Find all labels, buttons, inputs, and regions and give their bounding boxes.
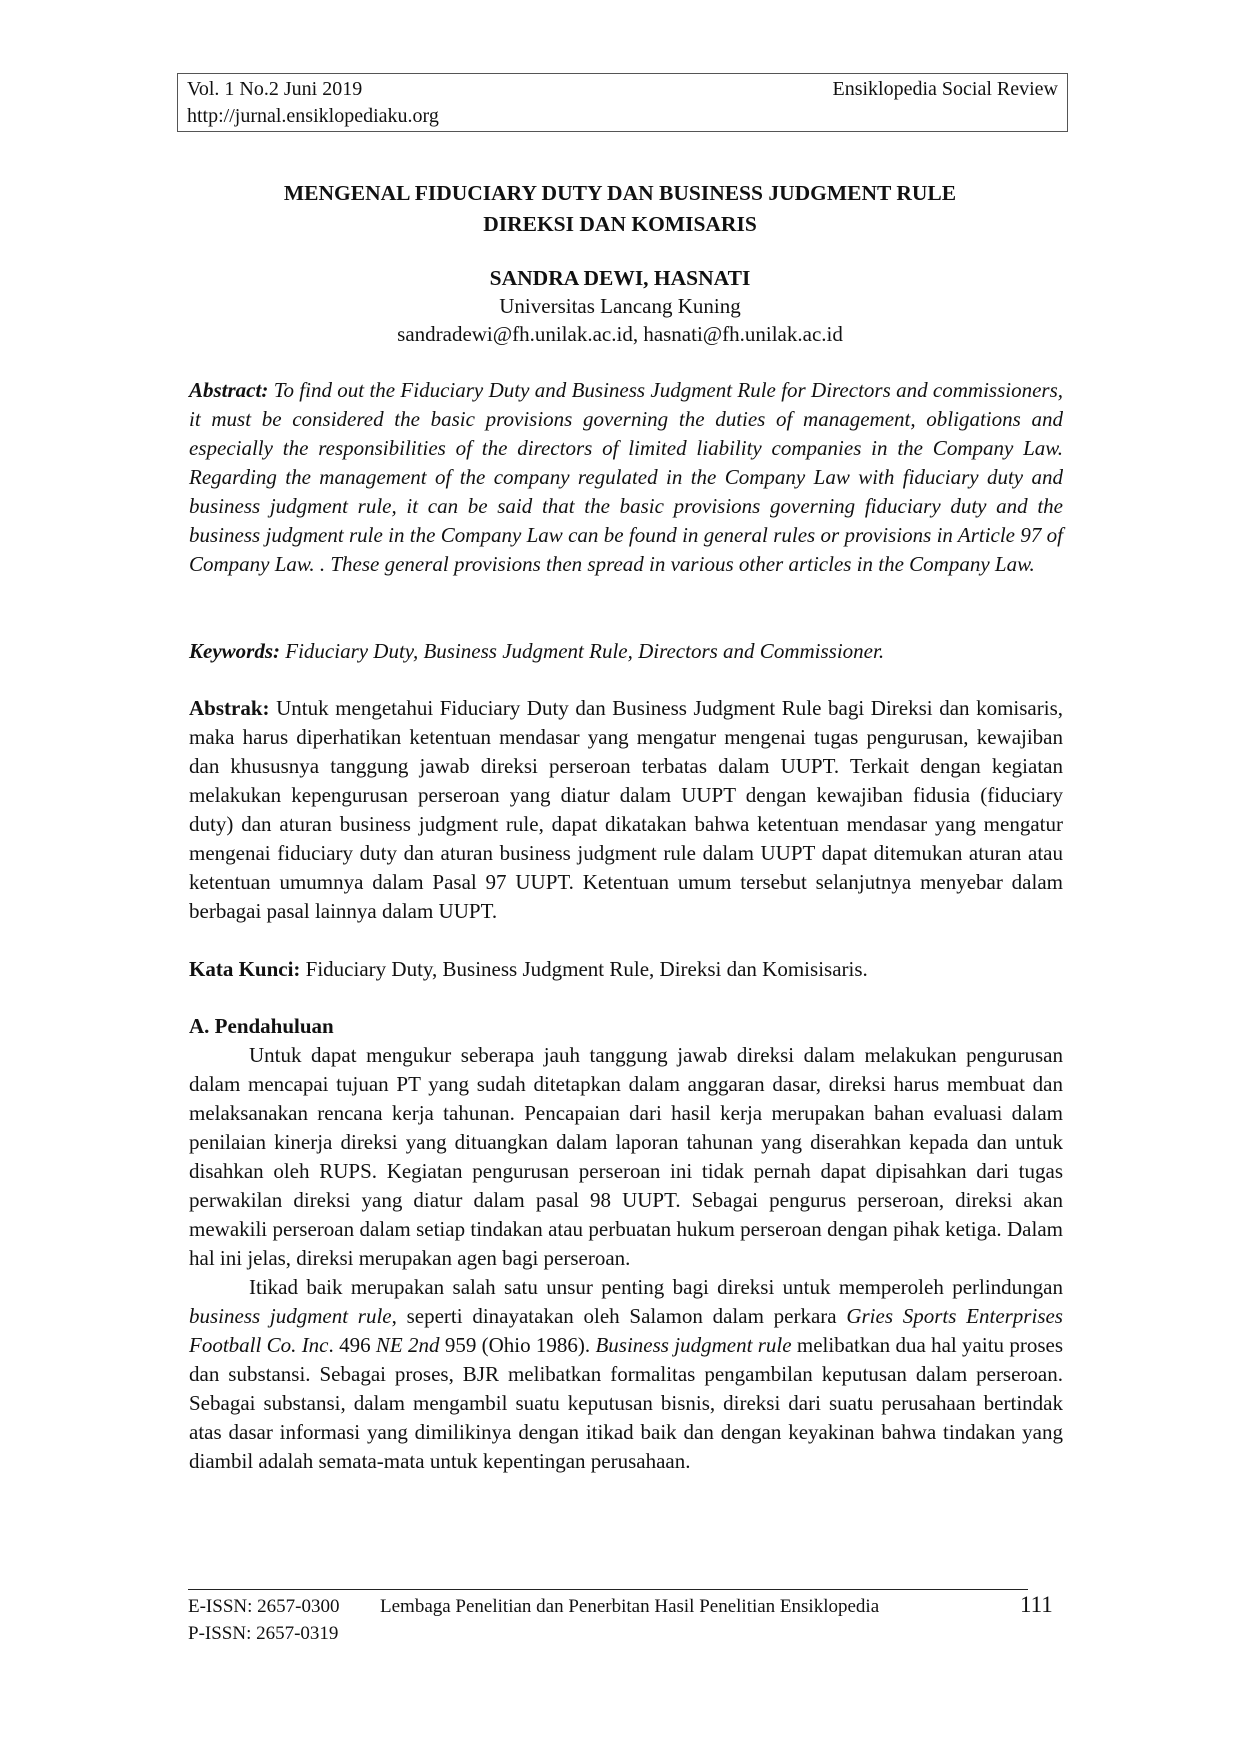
publisher: Lembaga Penelitian dan Penerbitan Hasil Penelitian Ensiklopedia — [380, 1596, 880, 1617]
journal-url: http://jurnal.ensiklopediaku.org — [187, 105, 439, 127]
section-body — [189, 1041, 1063, 1476]
text-run: 959 (Ohio 1986). — [439, 1333, 596, 1357]
text-run: , seperti dinayatakan oleh Salamon dalam perkara — [391, 1304, 847, 1328]
affiliation: Universitas Lancang Kuning — [499, 294, 741, 318]
text-run: Itikad baik merupakan salah satu unsur penting bagi direksi untuk memperoleh perlindungan — [249, 1275, 1063, 1299]
title-line-2: DIREKSI DAN KOMISARIS — [483, 212, 757, 236]
authors: SANDRA DEWI, HASNATI — [489, 266, 751, 290]
section-heading: A. Pendahuluan — [189, 1014, 334, 1038]
kata-kunci-text: Fiduciary Duty, Business Judgment Rule, Direksi dan Komisisaris. — [305, 957, 868, 981]
footer-divider — [188, 1589, 1028, 1590]
italic-case-name: Gries Sports Enterprises Football Co. Inc — [189, 1304, 1063, 1357]
italic-reporter: NE 2nd — [375, 1333, 440, 1357]
paper-title — [180, 178, 1060, 240]
text-run: . 496 — [328, 1333, 376, 1357]
author-emails: sandradewi@fh.unilak.ac.id, hasnati@fh.unilak.ac.id — [397, 322, 843, 346]
keywords-indonesian — [189, 955, 1063, 984]
paragraph-2 — [189, 1273, 1063, 1476]
keywords-text: Fiduciary Duty, Business Judgment Rule, Directors and Commissioner. — [285, 639, 885, 663]
p-issn: P-ISSN: 2657-0319 — [188, 1623, 339, 1644]
running-header — [177, 73, 1068, 132]
paragraph-1: Untuk dapat mengukur seberapa jauh tanggung jawab direksi dalam melakukan pengurusan dalam mencapai tujuan PT yang sudah ditetapkan dalam anggaran dasar, direksi harus membuat dan melaksanakan rencana kerja tahunan. Pencapaian dari hasil kerja merupakan bahan evaluasi dalam penilaian kinerja direksi yang dituangkan dalam laporan tahunan yang diserahkan kepada dan untuk disahkan oleh RUPS. Kegiatan pengurusan perseroan ini tidak pernah dapat dipisahkan dari tugas perwakilan direksi yang diatur dalam pasal 98 UUPT. Sebagai pengurus perseroan, direksi akan mewakili perseroan dalam setiap tindakan atau perbuatan hukum perseroan dengan pihak ketiga. Dalam hal ini jelas, direksi merupakan agen bagi perseroan. — [189, 1043, 1063, 1270]
italic-term: business judgment rule — [189, 1304, 392, 1328]
journal-name: Ensiklopedia Social Review — [832, 78, 1058, 100]
page-number: 111 — [1020, 1592, 1053, 1617]
abstrak-label: Abstrak: — [189, 696, 270, 720]
kata-kunci-label: Kata Kunci: — [189, 957, 301, 981]
keywords-label: Keywords: — [189, 639, 280, 663]
abstract-indonesian — [189, 694, 1063, 926]
text-run: melibatkan dua hal yaitu proses dan substansi. Sebagai proses, BJR melibatkan formalitas pengambilan keputusan dalam perseroan. Sebagai substansi, dalam mengambil suatu keputusan bisnis, direksi dari suatu perusahaan bertindak atas dasar informasi yang dimilikinya dengan itikad baik dan dengan keyakinan bahwa tindakan yang diambil adalah semata-mata untuk kepentingan perusahaan. — [189, 1333, 1063, 1473]
abstract-label: Abstract: — [189, 378, 269, 402]
abstrak-text: Untuk mengetahui Fiduciary Duty dan Business Judgment Rule bagi Direksi dan komisaris, maka harus diperhatikan ketentuan mendasar yang mengatur mengenai tugas pengurusan, kewajiban dan khususnya tanggung jawab direksi perseroan terbatas dalam UUPT. Terkait dengan kegiatan melakukan kepengurusan perseroan yang diatur dalam UUPT dengan kewajiban fidusia (fiduciary duty) dan aturan business judgment rule, dapat dikatakan bahwa ketentuan mendasar yang mengatur mengenai fiduciary duty dan aturan business judgment rule dalam UUPT dapat ditemukan aturan atau ketentuan umumnya dalam Pasal 97 UUPT. Ketentuan umum tersebut selanjutnya menyebar dalam berbagai pasal lainnya dalam UUPT. — [189, 696, 1064, 923]
abstract-english — [189, 376, 1063, 579]
journal-volume: Vol. 1 No.2 Juni 2019 — [187, 78, 363, 100]
abstract-text: To find out the Fiduciary Duty and Business Judgment Rule for Directors and commissioners, it must be considered the basic provisions governing the duties of management, obligations and especially the responsibilities of the directors of limited liability companies in the Company Law. Regarding the management of the company regulated in the Company Law with fiduciary duty and business judgment rule, it can be said that the basic provisions governing fiduciary duty and the business judgment rule in the Company Law can be found in general rules or provisions in Article 97 of Company Law. . These general provisions then spread in various other articles in the Company Law. — [189, 378, 1064, 576]
keywords-english — [189, 637, 1063, 666]
italic-term: Business judgment rule — [595, 1333, 792, 1357]
title-line-1: MENGENAL FIDUCIARY DUTY DAN BUSINESS JUDGMENT RULE — [283, 181, 957, 205]
e-issn: E-ISSN: 2657-0300 — [188, 1596, 340, 1617]
